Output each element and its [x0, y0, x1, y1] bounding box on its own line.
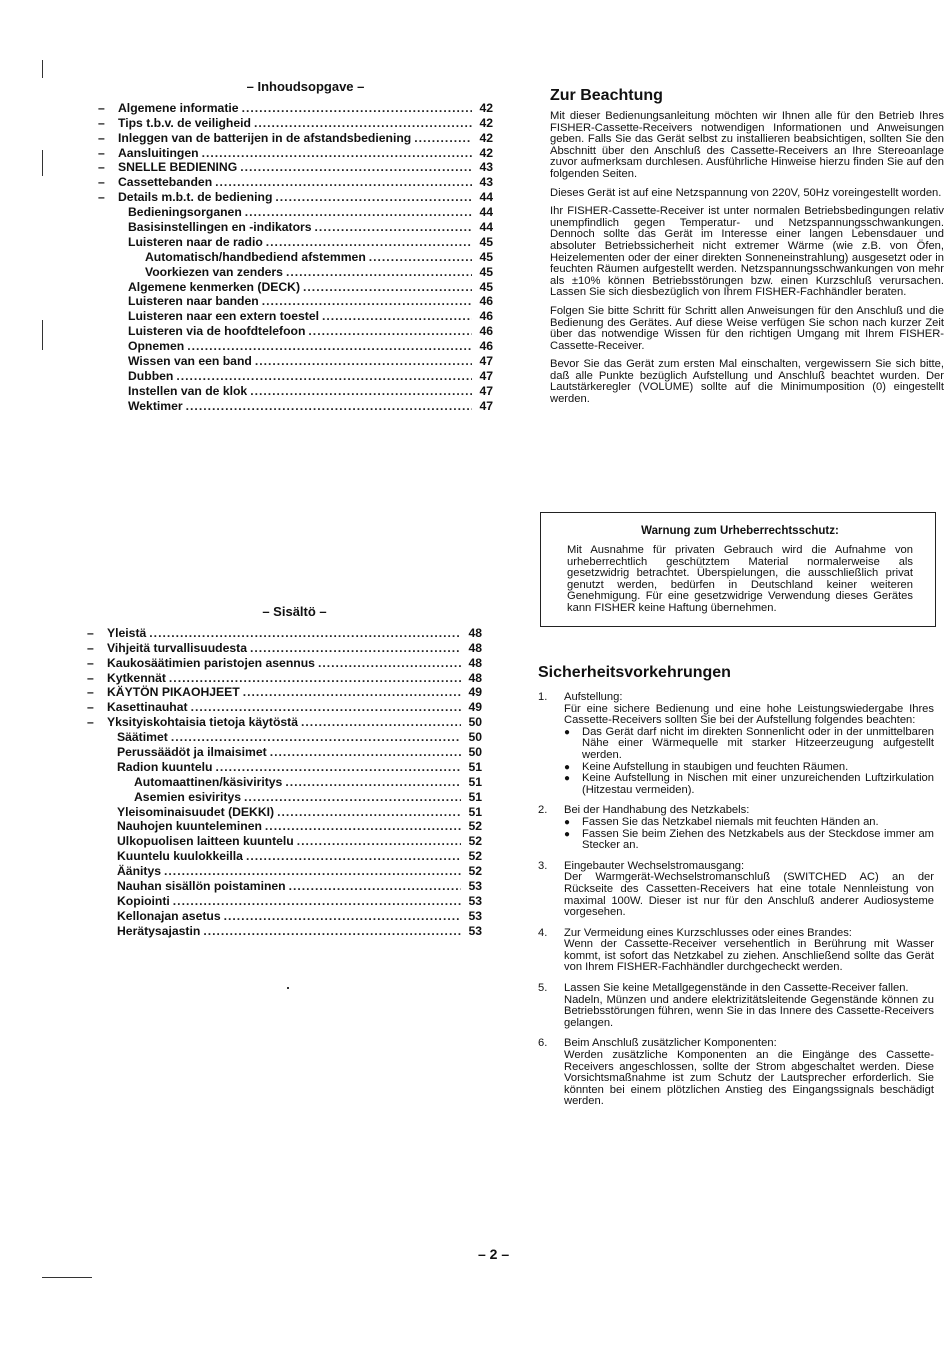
toc-leader-dots [250, 641, 461, 656]
toc-dash: – [87, 625, 94, 640]
warning-text: Mit Ausnahme für privaten Gebrauch wird die Aufnahme von urheberrechtlich geschütztem Material normalerweise als gesetzwidrig betrachtet. Überspielungen, die ausschließlich privat genutzt werden, bedürfen in Deutschland keiner weiteren Genehmigung. Für eine gesetzwidrige Verwendung dieses Gerätes kann FISHER keine Haftung übernehmen. [567, 544, 913, 614]
safety-item-number: 4. [538, 926, 548, 939]
section-title: Zur Beachtung [550, 87, 663, 104]
section-sicherheitsvorkehrungen [538, 664, 934, 1117]
toc-entry-label: Tips t.b.v. de veiligheid [118, 115, 251, 130]
toc-entry [87, 670, 482, 686]
toc-entry-label: Kytkennät [107, 670, 166, 685]
toc-entry [98, 100, 493, 116]
safety-bullet: ● Keine Aufstellung in Nischen mit einer unzureichenden Luftzirkulation (Hitzestau vermeiden). [564, 773, 934, 796]
toc-finnish-title: – Sisältö – [262, 604, 327, 619]
toc-entry-label: Algemene informatie [118, 100, 239, 115]
safety-item [538, 692, 934, 796]
safety-item-number: 6. [538, 1037, 548, 1050]
toc-entry [87, 685, 482, 700]
toc-leader-dots [187, 339, 472, 354]
toc-entry [87, 715, 482, 730]
toc-entry-label: Voorkiezen van zenders [145, 264, 283, 279]
toc-entry [87, 625, 482, 641]
toc-entry [87, 655, 482, 671]
safety-bullet: ● Das Gerät darf nicht im direkten Sonnenlicht oder in der unmittelbaren Nähe einer Wärmequelle mit starker Hitzeerzeugung aufgestellt werden. [564, 727, 934, 762]
toc-leader-dots [191, 700, 461, 715]
toc-entry-label: Herätysajastin [117, 923, 201, 938]
toc-entry-page: 42 [479, 145, 493, 160]
paragraph: Folgen Sie bitte Schritt für Schritt allen Anweisungen für den Anschluß und die Bedienung des Gerätes. Auf diese Weise verfügen Sie schon nach kurzer Zeit über das notwendige Wissen für den richtigen Umgang mit Ihrem FISHER-Cassette-Receiver. [550, 304, 944, 352]
toc-entry-label: Luisteren naar een extern toestel [128, 309, 320, 324]
toc-entry [118, 399, 493, 414]
toc-dutch-list [98, 100, 493, 414]
toc-entry [118, 309, 493, 324]
toc-entry-label: SNELLE BEDIENING [118, 160, 238, 175]
toc-entry-label: Ulkopuolisen laitteen kuuntelu [117, 834, 294, 849]
toc-leader-dots [164, 864, 461, 879]
toc-entry [98, 115, 493, 131]
safety-item-line: Aufstellung: [564, 691, 623, 703]
toc-entry [107, 775, 482, 790]
toc-entry-label: Luisteren via de hoofdtelefoon [128, 324, 306, 339]
paragraph: Dieses Gerät ist auf eine Netzspannung von 220V, 50Hz voreingestellt worden. [550, 186, 942, 199]
toc-entry-page: 52 [468, 819, 482, 834]
safety-item [538, 1038, 934, 1108]
safety-item-text [564, 928, 934, 974]
toc-entry [118, 265, 493, 280]
toc-dash: – [98, 175, 105, 190]
toc-entry-label: Details m.b.t. de bediening [118, 190, 273, 205]
safety-item-line: Wenn der Cassette-Receiver versehentlich in Berührung mit Wasser kommt, ist sofort das Netzkabel zu ziehen. Anschließend sollte das Gerät von Ihrem FISHER-Fachhändler durchgecheckt werden. [564, 938, 934, 974]
toc-leader-dots [414, 131, 472, 146]
toc-entry-page: 49 [468, 700, 482, 715]
safety-bullet: ● Keine Aufstellung in staubigen und feuchten Räumen. [564, 762, 934, 774]
toc-entry-page: 44 [479, 220, 493, 235]
toc-entry-page: 42 [479, 100, 493, 115]
toc-entry-page: 53 [468, 923, 482, 938]
safety-item-line: Eingebauter Wechselstromausgang: [564, 859, 745, 872]
scan-mark [42, 60, 43, 78]
toc-entry-page: 53 [468, 879, 482, 894]
toc-entry-label: Radion kuuntelu [117, 759, 213, 774]
copyright-warning-box [540, 512, 936, 627]
toc-entry [118, 324, 493, 339]
toc-entry-page: 51 [468, 789, 482, 804]
safety-item-number: 3. [538, 859, 548, 872]
toc-entry-label: Asemien esiviritys [134, 789, 242, 804]
toc-entry [87, 640, 482, 656]
toc-entry-label: Automatisch/handbediend afstemmen [145, 249, 366, 264]
toc-leader-dots [270, 745, 461, 760]
page-number: – 2 – [478, 1246, 510, 1262]
toc-entry-label: Vihjeitä turvallisuudesta [107, 640, 247, 655]
safety-item-line: Lassen Sie keine Metallgegenstände in den Cassette-Receiver fallen. [564, 982, 909, 995]
toc-leader-dots [169, 671, 461, 686]
toc-entry-page: 48 [468, 655, 482, 670]
toc-leader-dots [301, 715, 461, 730]
toc-entry-label: Nauhan sisällön poistaminen [117, 879, 286, 894]
toc-leader-dots [255, 354, 472, 369]
toc-leader-dots [286, 265, 472, 280]
toc-dash: – [87, 715, 94, 730]
toc-entry-page: 46 [479, 324, 493, 339]
toc-entry-page: 44 [479, 205, 493, 220]
toc-entry-page: 47 [479, 354, 493, 369]
toc-entry [107, 790, 482, 805]
toc-entry-page: 51 [468, 774, 482, 789]
scan-mark [42, 1277, 92, 1278]
toc-entry-page: 48 [468, 670, 482, 685]
toc-entry-label: Inleggen van de batterijen in de afstandsbediening [118, 130, 412, 145]
toc-leader-dots [245, 205, 472, 220]
toc-entry [107, 745, 482, 760]
scan-mark [42, 320, 43, 350]
toc-entry-page: 44 [479, 190, 493, 205]
toc-entry-page: 45 [479, 264, 493, 279]
toc-entry [118, 339, 493, 354]
safety-item [538, 983, 934, 1029]
paragraph: Bevor Sie das Gerät zum ersten Mal einschalten, vergewissern Sie sich bitte, daß alle Punkte bezüglich Aufstellung und Anschluß beachtet wurden. Der Lautstärkeregler (VOLUME) sollte auf die Minimumposition (0) eingestellt werden. [550, 358, 944, 406]
toc-entry-label: Kellonajan asetus [117, 908, 221, 923]
toc-entry [118, 354, 493, 369]
toc-entry-label: Äänitys [117, 864, 162, 879]
paragraph: Mit dieser Bedienungsanleitung möchten wir Ihnen alle für den Betrieb Ihres FISHER-Cassette-Receivers notwendigen Informationen und Anweisungen geben. Falls Sie das Gerät selbst zu installieren beabsichtigen, sollten Sie den Abschnitt über den Anschluß des Cassette-Receivers an Ihre Stereoanlage zuvor aufmerksam durchlesen. Ausführliche Hinweise hierzu finden Sie auf den folgenden Seiten. [550, 110, 944, 180]
safety-item-line: Beim Anschluß zusätzlicher Komponenten: [564, 1037, 777, 1050]
toc-entry-page: 49 [468, 685, 482, 700]
toc-entry-page: 46 [479, 294, 493, 309]
toc-dash: – [98, 145, 105, 160]
safety-item-line: Werden zusätzliche Komponenten an die Eingänge des Cassette-Receivers angeschlossen, sollte der Strom abgeschaltet werden. Diese Vorsichtsmaßnahme ist zum Schutz der Lautsprecher erforderlich. Sie könnten bei einem plötzlichen Anstieg des Eingangssignals beschädigt werden. [564, 1049, 934, 1108]
toc-dash: – [98, 100, 105, 115]
toc-leader-dots [246, 849, 461, 864]
toc-entry [118, 294, 493, 309]
toc-entry [98, 145, 493, 161]
toc-dutch [98, 79, 493, 414]
toc-entry [118, 280, 493, 295]
toc-dash: – [87, 670, 94, 685]
toc-entry-label: Bedieningsorganen [128, 205, 242, 220]
toc-entry [118, 220, 493, 235]
toc-leader-dots [297, 834, 461, 849]
safety-item-text [564, 1038, 934, 1108]
toc-leader-dots [303, 280, 472, 295]
toc-entry-page: 52 [468, 864, 482, 879]
safety-item-line: Nadeln, Münzen und andere elektrizitätsleitende Gegenstände können zu Betriebsstörungen führen, wenn Sie in das Innere des Cassette-Receivers gelangen. [564, 993, 934, 1029]
warning-title: Warnung zum Urheberrechtsschutz: [641, 525, 839, 537]
toc-entry-page: 45 [479, 234, 493, 249]
toc-entry-page: 48 [468, 640, 482, 655]
toc-entry-label: Luisteren naar banden [128, 294, 259, 309]
toc-leader-dots [277, 805, 461, 820]
toc-dash: – [98, 160, 105, 175]
toc-entry-label: Instellen van de klok [128, 383, 248, 398]
scan-mark [287, 987, 289, 989]
paragraph: Ihr FISHER-Cassette-Receiver ist unter normalen Betriebsbedingungen relativ unempfindlich gegen Temperatur- und Netzspannungsschwankungen. Dennoch sollte das Gerät im Interesse einer langen Lebensdauer und absoluter Betriebssicherheit nicht extremer Wärme (wie z.B. von Öfen, Heizelementen oder der einer direkten Sonneneinstrahlung) ausgesetzt oder in feuchten Räumen aufgestellt werden. Netzspannungsschwankungen von mehr als ±10% können Betriebsstörungen bzw. einen Kurzschluß verursachen. Lassen Sie sich diesbezüglich von Ihrem FISHER-Fachhändler beraten. [550, 205, 944, 299]
toc-leader-dots [322, 309, 472, 324]
toc-leader-dots [262, 294, 472, 309]
toc-entry [107, 819, 482, 834]
toc-dash: – [98, 130, 105, 145]
safety-item-line: Zur Vermeidung eines Kurzschlusses oder eines Brandes: [564, 926, 852, 939]
toc-leader-dots [289, 879, 461, 894]
toc-entry-page: 52 [468, 849, 482, 864]
toc-entry-page: 48 [468, 625, 482, 640]
toc-entry-page: 46 [479, 309, 493, 324]
toc-dash: – [87, 700, 94, 715]
toc-entry [118, 205, 493, 220]
toc-entry-page: 47 [479, 368, 493, 383]
toc-entry [98, 130, 493, 146]
safety-item-number: 1. [538, 691, 548, 703]
toc-leader-dots [254, 116, 472, 131]
toc-leader-dots [186, 399, 472, 414]
toc-entry [107, 879, 482, 894]
safety-item-text [564, 692, 934, 796]
toc-leader-dots [215, 175, 472, 190]
toc-entry-page: 43 [479, 160, 493, 175]
safety-item-number: 5. [538, 982, 548, 995]
toc-entry-page: 45 [479, 249, 493, 264]
toc-entry-page: 42 [479, 115, 493, 130]
toc-leader-dots [173, 894, 461, 909]
toc-leader-dots [202, 146, 472, 161]
toc-entry-page: 50 [468, 745, 482, 760]
toc-leader-dots [318, 656, 461, 671]
toc-entry-page: 53 [468, 893, 482, 908]
toc-entry [118, 384, 493, 399]
toc-finnish [87, 604, 482, 939]
toc-entry-page: 47 [479, 398, 493, 413]
toc-entry-page: 50 [468, 715, 482, 730]
safety-item-text [564, 861, 934, 919]
safety-item-line: Der Warmgerät-Wechselstromanschluß (SWITCHED AC) an der Rückseite des Cassetten-Receivers hat eine totale Nennleistung von maximal 100W. Dieser ist nur für den Anschluß anderer Audiosysteme vorgesehen. [564, 871, 934, 919]
toc-entry [87, 700, 482, 715]
safety-item [538, 861, 934, 919]
toc-leader-dots [171, 730, 461, 745]
toc-entry-page: 52 [468, 834, 482, 849]
toc-entry-page: 50 [468, 730, 482, 745]
toc-entry-page: 53 [468, 908, 482, 923]
toc-entry-label: Algemene kenmerken (DECK) [128, 279, 301, 294]
toc-entry-page: 46 [479, 339, 493, 354]
toc-entry [107, 849, 482, 864]
toc-entry-label: KÄYTÖN PIKAOHJEET [107, 685, 240, 700]
toc-entry-label: Kopiointi [117, 893, 170, 908]
toc-entry-label: Kaukosäätimien paristojen asennus [107, 655, 315, 670]
toc-entry [118, 369, 493, 384]
toc-entry-label: Kuuntelu kuulokkeilla [117, 849, 243, 864]
toc-entry [107, 924, 482, 939]
section-title: Sicherheitsvorkehrungen [538, 664, 731, 681]
safety-bullet: ● Fassen Sie das Netzkabel niemals mit feuchten Händen an. [564, 817, 934, 829]
toc-leader-dots [244, 790, 461, 805]
toc-entry [107, 805, 482, 820]
toc-entry-label: Dubben [128, 368, 174, 383]
toc-dash: – [87, 640, 94, 655]
toc-entry-page: 47 [479, 383, 493, 398]
toc-entry-page: 43 [479, 175, 493, 190]
toc-entry-label: Perussäädöt ja ilmaisimet [117, 745, 267, 760]
toc-entry-page: 42 [479, 130, 493, 145]
toc-leader-dots [242, 101, 472, 116]
safety-item-text [564, 805, 934, 851]
section-zur-beachtung [550, 87, 944, 413]
toc-leader-dots [224, 909, 461, 924]
toc-entry [107, 730, 482, 745]
toc-leader-dots [315, 220, 472, 235]
toc-leader-dots [308, 324, 472, 339]
toc-leader-dots [215, 760, 461, 775]
toc-entry-label: Kasettinauhat [107, 700, 188, 715]
toc-leader-dots [243, 685, 461, 700]
toc-leader-dots [240, 160, 472, 175]
toc-entry [98, 190, 493, 205]
toc-entry-label: Opnemen [128, 339, 185, 354]
toc-finnish-list [87, 625, 482, 939]
toc-entry [118, 235, 493, 250]
toc-entry-label: Nauhojen kuunteleminen [117, 819, 262, 834]
toc-dash: – [87, 685, 94, 700]
toc-entry-label: Basisinstellingen en -indikators [128, 220, 312, 235]
toc-leader-dots [275, 190, 472, 205]
safety-item [538, 805, 934, 851]
toc-dash: – [87, 655, 94, 670]
toc-entry-label: Wissen van een band [128, 354, 252, 369]
safety-item-line: Bei der Handhabung des Netzkabels: [564, 804, 750, 817]
toc-dutch-title: – Inhoudsopgave – [246, 79, 365, 94]
safety-list [538, 692, 934, 1108]
toc-leader-dots [203, 924, 461, 939]
toc-entry-label: Automaattinen/käsiviritys [134, 774, 283, 789]
toc-entry-page: 45 [479, 279, 493, 294]
toc-leader-dots [265, 819, 461, 834]
toc-entry-page: 51 [468, 759, 482, 774]
toc-entry-label: Aansluitingen [118, 145, 199, 160]
toc-dash: – [98, 115, 105, 130]
safety-bullet: ● Fassen Sie beim Ziehen des Netzkabels aus der Steckdose immer am Stecker an. [564, 829, 934, 852]
toc-entry [98, 175, 493, 190]
safety-item [538, 928, 934, 974]
toc-entry-label: Wektimer [128, 398, 183, 413]
safety-item-line: Für eine sichere Bedienung und eine hohe Leistungswiedergabe Ihres Cassette-Receivers sollten Sie bei der Aufstellung folgendes beachten: [564, 702, 934, 727]
toc-entry-label: Luisteren naar de radio [128, 234, 263, 249]
toc-entry-label: Yleistä [107, 625, 147, 640]
toc-entry [107, 834, 482, 849]
toc-entry [107, 909, 482, 924]
toc-leader-dots [149, 626, 461, 641]
toc-entry [118, 250, 493, 265]
toc-leader-dots [285, 775, 461, 790]
safety-item-text [564, 983, 934, 1029]
toc-entry [107, 864, 482, 879]
toc-entry-page: 51 [468, 804, 482, 819]
toc-leader-dots [369, 250, 472, 265]
toc-leader-dots [266, 235, 472, 250]
toc-entry-label: Säätimet [117, 730, 168, 745]
toc-entry [98, 160, 493, 175]
scan-mark [42, 150, 43, 176]
toc-entry-label: Yleisominaisuudet (DEKKI) [117, 804, 275, 819]
toc-entry-label: Cassettebanden [118, 175, 213, 190]
toc-leader-dots [176, 369, 472, 384]
safety-item-number: 2. [538, 804, 548, 817]
toc-entry-label: Yksityiskohtaisia tietoja käytöstä [107, 715, 299, 730]
toc-dash: – [98, 190, 105, 205]
toc-entry [107, 760, 482, 775]
toc-entry [107, 894, 482, 909]
toc-leader-dots [250, 384, 472, 399]
